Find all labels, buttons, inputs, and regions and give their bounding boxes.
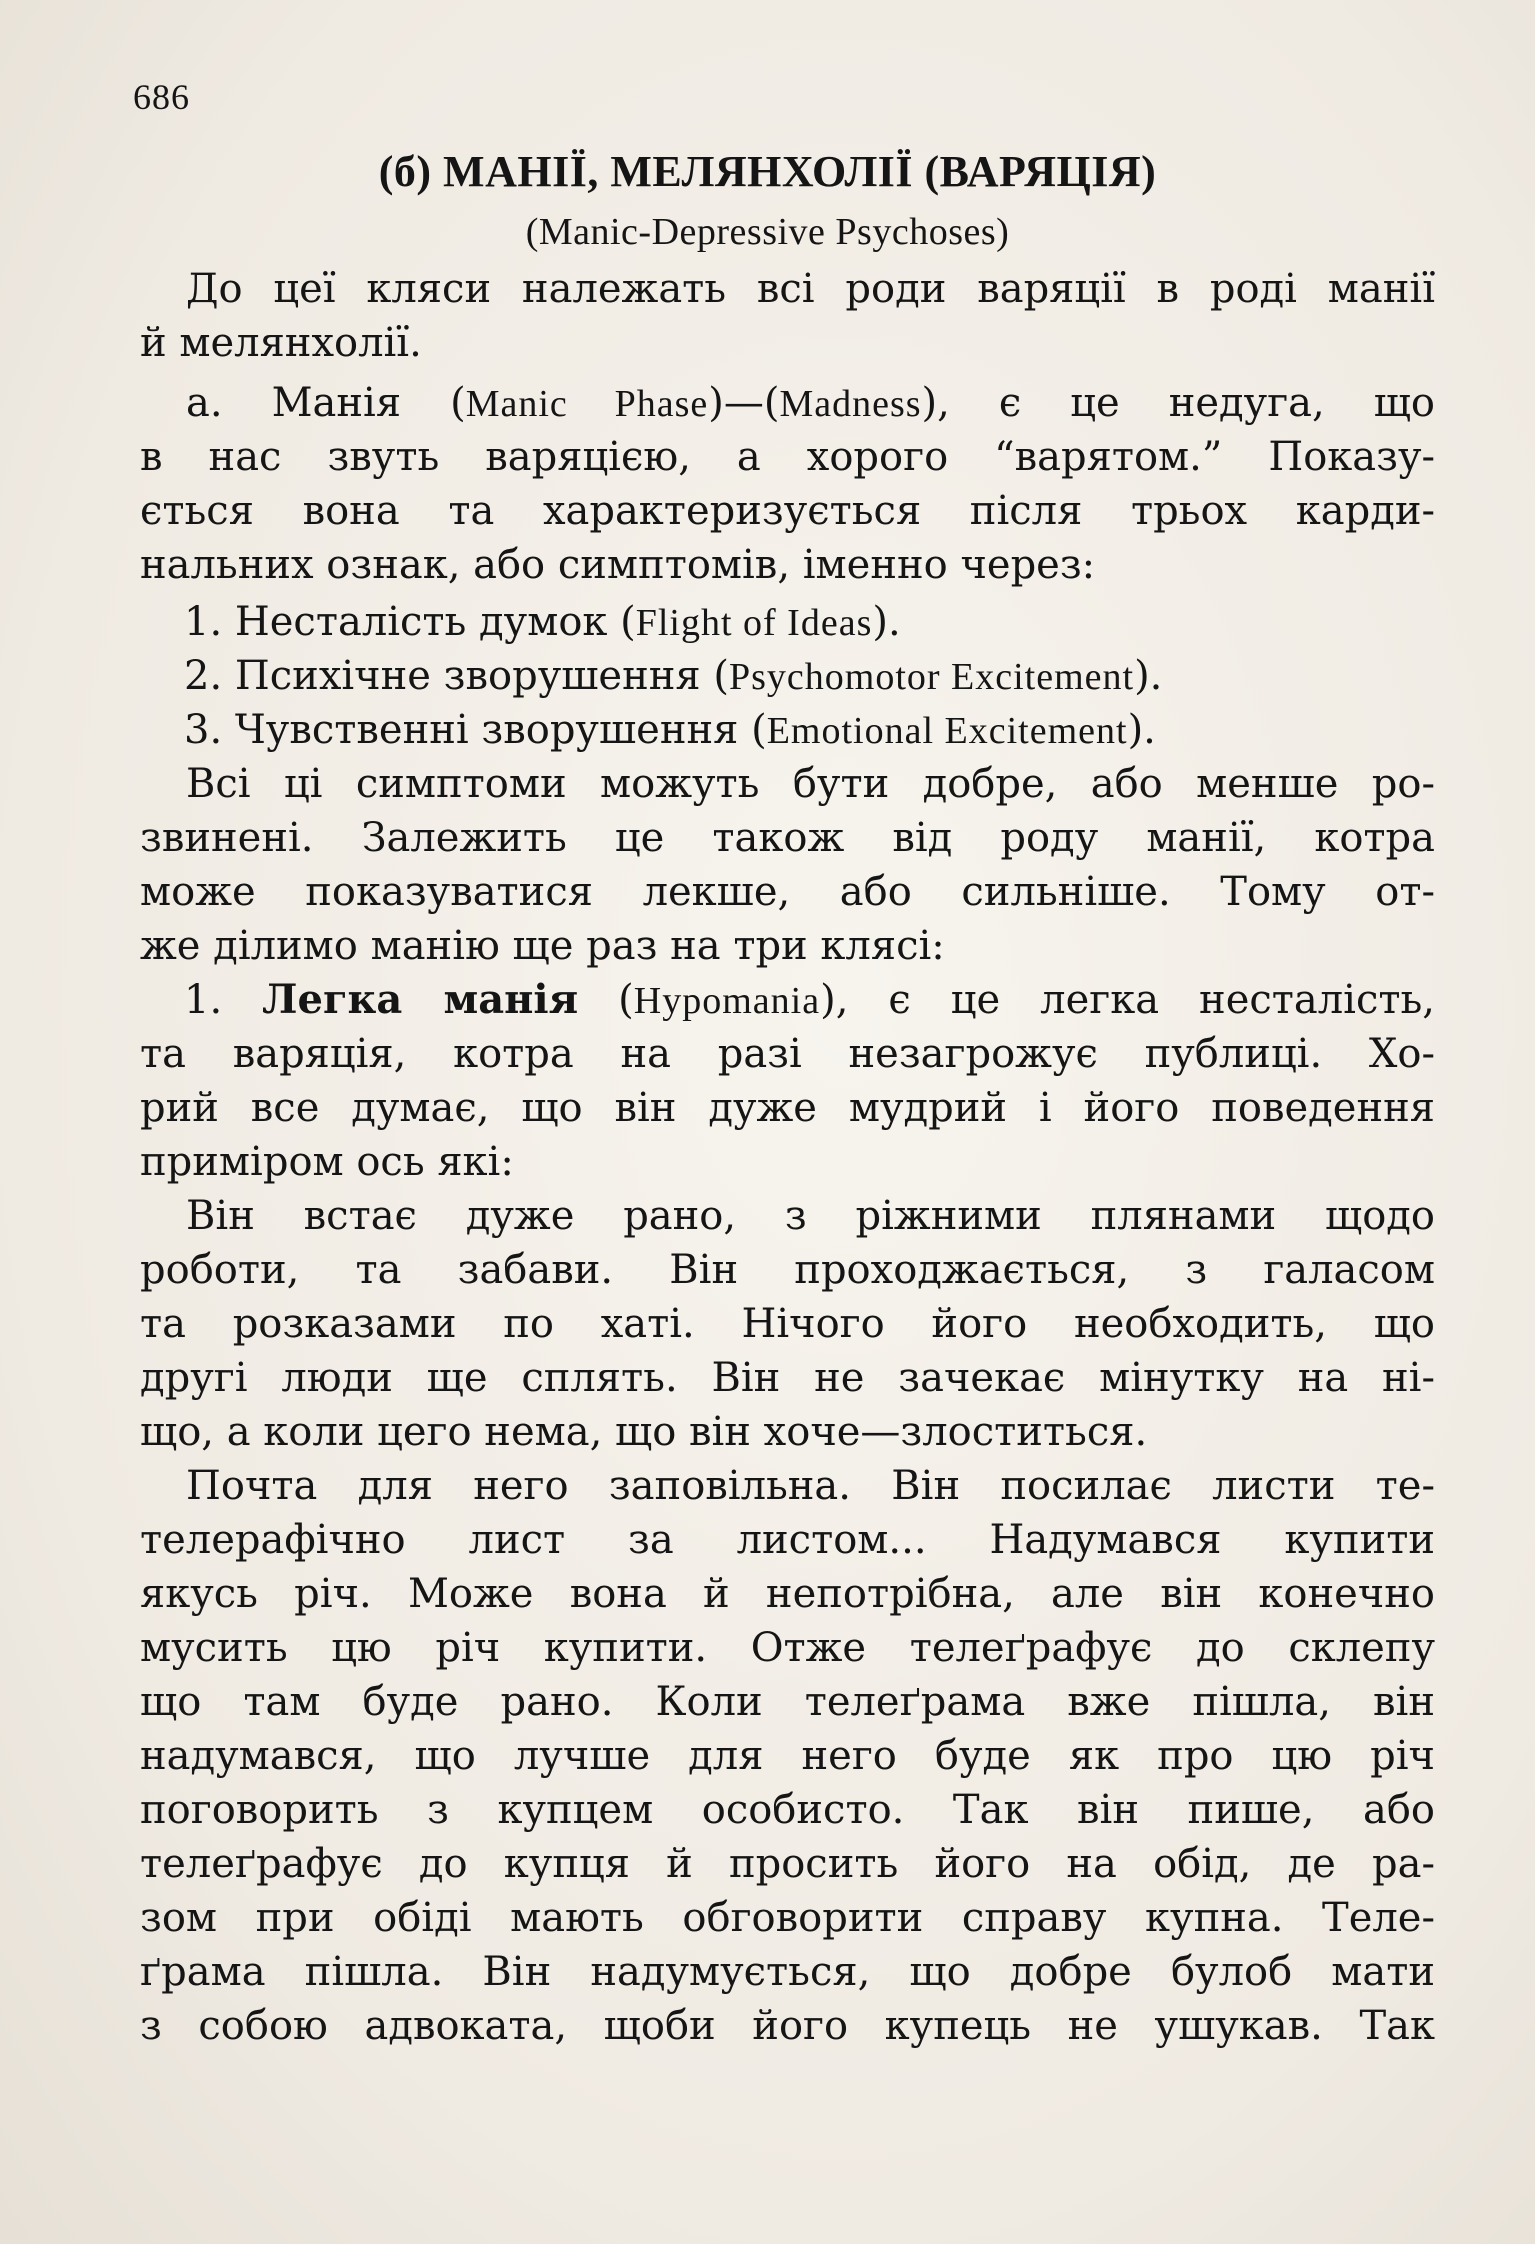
- p3-line-3: може показуватися лекше, або сильніше. Тому от-: [140, 869, 1435, 915]
- section-title: (б) МАНІЇ, МЕЛЯНХОЛІЇ (ВАРЯЦІЯ): [378, 147, 1157, 196]
- p6-line-3: якусь річ. Може вона й непотрібна, але він конечно: [140, 1571, 1435, 1617]
- p1-line-2: й мелянхолії.: [140, 320, 422, 366]
- p4-line-4: приміром ось які:: [140, 1139, 514, 1185]
- p5-line-1: Він встає дуже рано, з ріжними плянами щодо: [186, 1193, 1435, 1239]
- p3-line-1: Всі ці симптоми можуть бути добре, або менше ро-: [186, 761, 1435, 807]
- p4-line-1: 1. Легка манія (Hypomania), є це легка несталість,: [184, 976, 1435, 1023]
- p6-line-2: телерафічно лист за листом... Надумався купити: [140, 1517, 1435, 1563]
- p5-line-2: роботи, та забави. Він проходжається, з галасом: [140, 1247, 1435, 1293]
- p6-line-4: мусить цю річ купити. Отже телеґрафує до склепу: [140, 1625, 1435, 1671]
- p5-line-5: що, а коли цего нема, що він хоче—злоститься.: [140, 1409, 1148, 1455]
- p2-line-2: в нас звуть варяцією, а хорого “варятом.” Показу-: [140, 434, 1435, 480]
- p2-line-3: ється вона та характеризується після трьох карди-: [140, 488, 1435, 534]
- page-number: 686: [133, 77, 190, 117]
- p5-line-3: та розказами по хаті. Нічого його необходить, що: [140, 1301, 1435, 1347]
- p6-line-6: надумався, що лучше для него буде як про цю річ: [140, 1733, 1435, 1779]
- p1-line-1: До цеї кляси належать всі роди варяції в роді манії: [186, 266, 1435, 312]
- p3-line-2: звинені. Залежить це також від роду манії, котра: [140, 815, 1435, 861]
- list-item-1: 1. Несталість думок (Flight of Ideas).: [184, 599, 901, 645]
- p6-line-1: Почта для него заповільна. Він посилає листи те-: [186, 1463, 1435, 1509]
- p6-line-9: зом при обіді мають обговорити справу купна. Теле-: [140, 1895, 1435, 1941]
- p6-line-11: з собою адвоката, щоби його купець не ушукав. Так: [140, 2003, 1435, 2049]
- section-subtitle: (Manic-Depressive Psychoses): [525, 211, 1010, 253]
- p5-line-4: другі люди ще сплять. Він не зачекає мінутку на ні-: [140, 1355, 1435, 1401]
- list-item-2: 2. Психічне зворушення (Psychomotor Excitement).: [184, 653, 1163, 699]
- body-text: [140, 262, 1435, 2053]
- p4-line-3: рий все думає, що він дуже мудрий і його поведення: [140, 1085, 1435, 1131]
- p3-line-4: же ділимо манію ще раз на три клясі:: [140, 923, 945, 969]
- list-item-3: 3. Чувственні зворушення (Emotional Excitement).: [184, 707, 1156, 753]
- p4-line-2: та варяція, котра на разі незагрожує публиці. Хо-: [140, 1031, 1435, 1077]
- p6-line-5: що там буде рано. Коли телеґрама вже пішла, він: [140, 1679, 1435, 1725]
- p2-line-4: нальних ознак, або симптомів, іменно через:: [140, 542, 1096, 588]
- p6-line-7: поговорить з купцем особисто. Так він пише, або: [140, 1787, 1435, 1833]
- p6-line-10: ґрама пішла. Він надумується, що добре булоб мати: [140, 1949, 1435, 1995]
- p6-line-8: телеґрафує до купця й просить його на обід, де ра-: [140, 1841, 1435, 1887]
- p2-line-1: а. Манія (Manic Phase)—(Madness), є це недуга, що: [186, 380, 1435, 426]
